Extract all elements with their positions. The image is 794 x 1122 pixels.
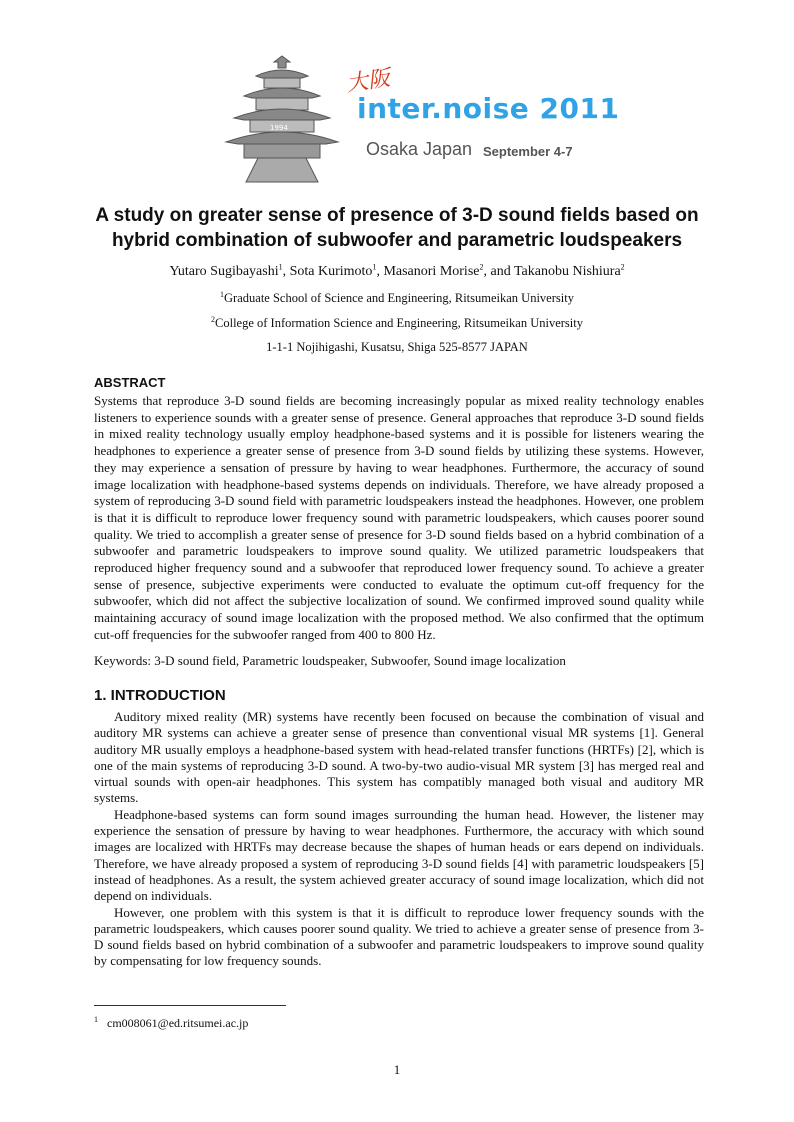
author-affil-mark: 1 [372, 262, 377, 272]
title-line-2: hybrid combination of subwoofer and parametric loudspeakers [111, 230, 683, 251]
intro-paragraph: However, one problem with this system is that it is difficult to reproduce lower frequency sounds with the parametric loudspeakers, which causes poorer sound quality. We tried to achieve a greater sense of presence from 3-D sound fields based on hybrid combination of a subwoofer and parametric loudspeakers to improve sound quality by compensating for low frequency sounds. [94, 904, 704, 969]
logo-city: Osaka Japan [366, 139, 473, 159]
introduction-body [94, 709, 704, 970]
logo-kanji: 大阪 [344, 66, 392, 97]
affiliation-address: 1-1-1 Nojihigashi, Kusatsu, Shiga 525-8577 JAPAN [266, 340, 528, 354]
author-separator: , [376, 264, 384, 279]
affiliation-text: Graduate School of Science and Engineering, Ritsumeikan University [224, 291, 574, 305]
affiliation-1 [60, 291, 734, 306]
osaka-castle-icon [222, 52, 362, 192]
abstract-heading: ABSTRACT [94, 375, 166, 390]
abstract-body: Systems that reproduce 3-D sound fields are becoming increasingly popular as mixed reality technology enables listeners to experience sounds with a greater sense of presence. General approaches that reproduce 3-D sound fields in mixed reality technology usually employ headphone-based systems and it is possible for listeners wearing the headphones to experience a greater sense of presence from 3-D sound fields by utilizing these systems. However, they may experience a sensation of pressure by having to wear headphones. Furthermore, the accuracy of sound image localization with headphone-based systems depends on individuals. Therefore, we have already proposed a system of reproducing 3-D sound field with parametric loudspeakers instead the headphones. However, one problem is that it is difficult to reproduce lower frequency sound with parametric loudspeakers, which causes poorer sound quality. We tried to accomplish a greater sense of presence for 3-D sound fields based on a hybrid combination of a subwoofer and parametric loudspeakers to improve sound quality. We utilized parametric loudspeakers that reproduced higher frequency sound and a subwoofer that reproduced lower frequency sound. To achieve a greater sense of presence, subjective experiments were conducted to evaluate the optimum cut-off frequency for the subwoofer, which did not affect the subjective localization of sound. We confirmed improved sound quality while maintaining accuracy of sound image localization with the proposed method. We also confirmed that the optimum cut-off frequencies for the subwoofer ranged from 400 to 800 Hz. [94, 393, 704, 642]
section-heading-introduction: 1. INTRODUCTION [94, 687, 226, 704]
footnote-email: cm008061@ed.ritsumei.ac.jp [107, 1016, 249, 1030]
paper-title [60, 203, 734, 253]
intro-paragraph: Auditory mixed reality (MR) systems have recently been focused on because the combination of visual and auditory MR systems can achieve a greater sense of presence than conventional visual MR systems [1]. General auditory MR usually employs a headphone-based system with head-related transfer functions (HRTFs) [2], which is one of the main systems of reproducing 3-D sound. A two-by-two audio-visual MR system [3] has merged real and virtual sounds with open-air headphones. This system has compatibly managed both visual and auditory MR systems. [94, 709, 704, 806]
page-number: 1 [393, 1062, 401, 1077]
intro-paragraph: Headphone-based systems can form sound images surrounding the human head. However, the listener may experience the sensation of pressure by having to wear headphones. Furthermore, the accuracy with which sound images are localized with HRTFs may decrease because the shapes of human heads or ears depend on individuals. Therefore, we have already proposed a system of reproducing 3-D sound fields [4] with parametric loudspeakers [5] instead of headphones. As a result, the system achieved greater accuracy of sound image localization, which did not depend on individuals. [94, 806, 704, 904]
logo-brand: inter.noise 2011 [357, 92, 620, 125]
author-name: Masanori Morise [383, 264, 480, 279]
author-separator: , and [483, 264, 514, 279]
author-list [60, 264, 734, 280]
author-affil-mark: 2 [620, 262, 625, 272]
affiliation-text: College of Information Science and Engineering, Ritsumeikan University [215, 316, 583, 330]
author-separator: , [282, 264, 290, 279]
logo-dates: September 4-7 [483, 144, 573, 159]
affiliation-mark: 1 [220, 289, 225, 299]
footnote-divider [94, 1005, 286, 1006]
author-name: Takanobu Nishiura [513, 264, 621, 279]
footnote-mark: 1 [94, 1015, 98, 1024]
affiliation-mark: 2 [211, 314, 216, 324]
author-name: Sota Kurimoto [289, 264, 373, 279]
keywords-line: Keywords: 3-D sound field, Parametric loudspeaker, Subwoofer, Sound image localization [94, 653, 566, 668]
affiliation-2 [60, 316, 734, 331]
castle-caption: 1994 [270, 124, 288, 132]
author-name: Yutaro Sugibayashi [169, 264, 279, 279]
author-affil-mark: 1 [278, 262, 283, 272]
author-affil-mark: 2 [479, 262, 484, 272]
title-line-1: A study on greater sense of presence of 3-D sound fields based on [95, 205, 699, 226]
footnote [94, 1016, 248, 1031]
